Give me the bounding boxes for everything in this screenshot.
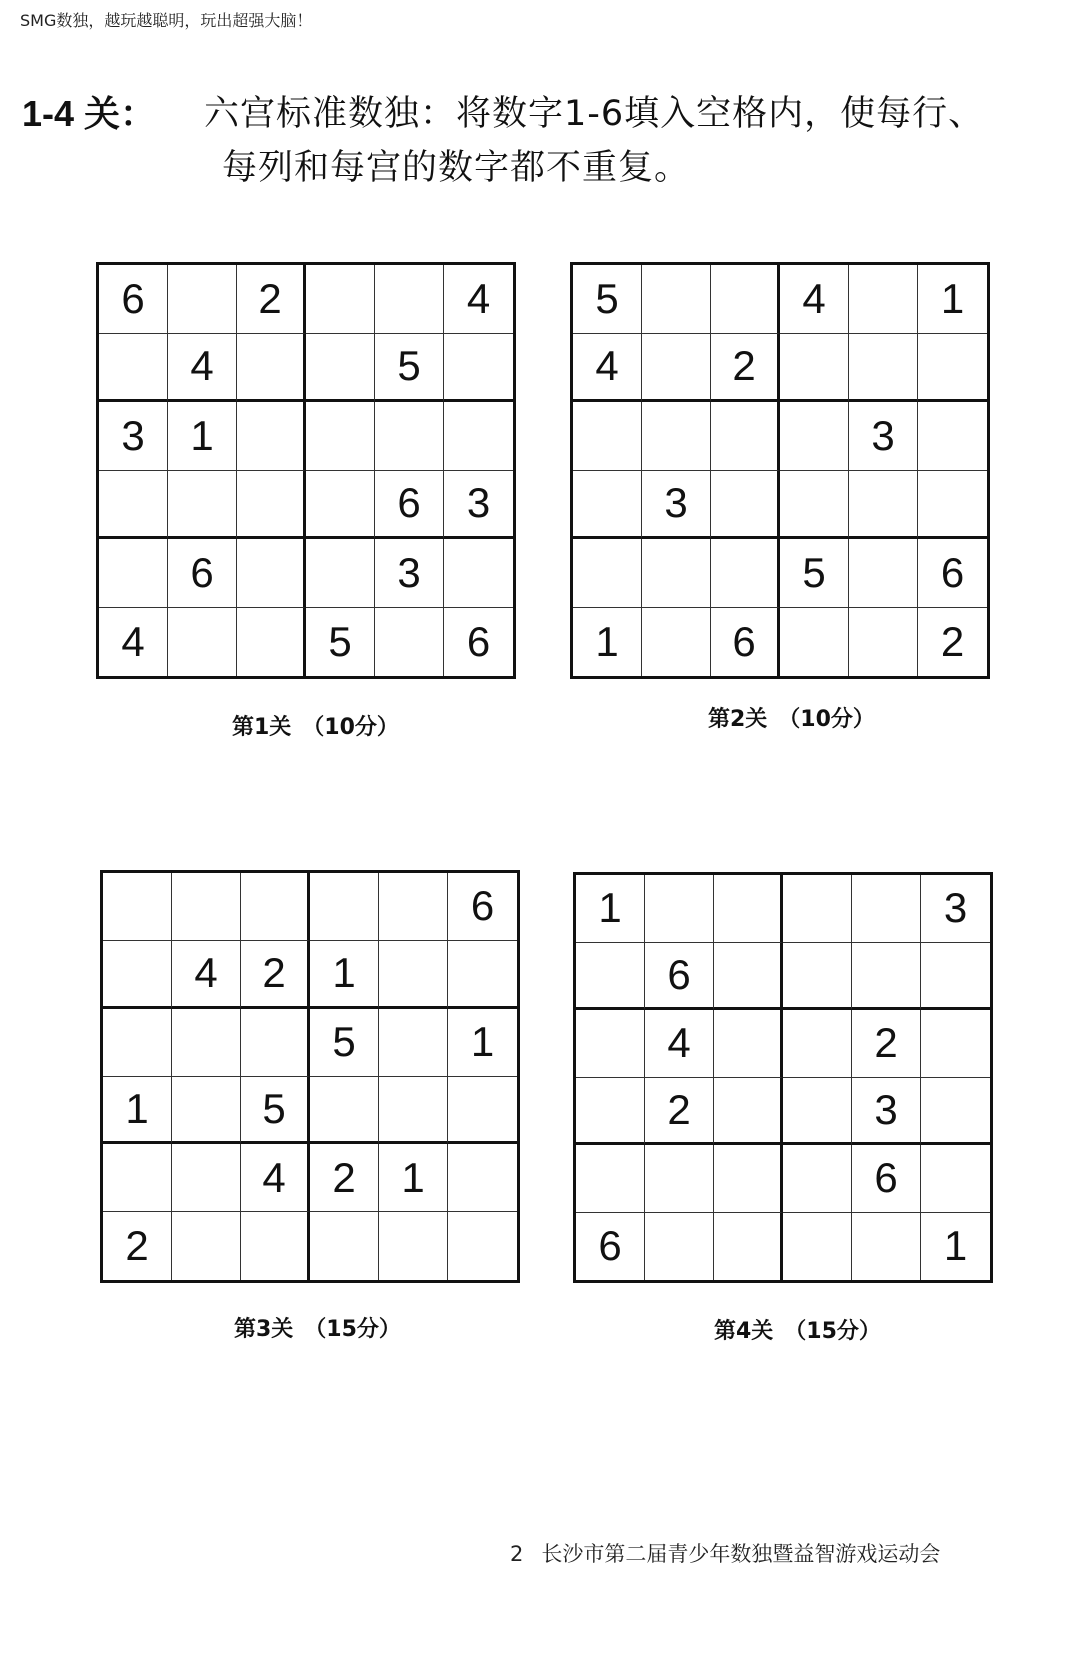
sudoku-cell: 2 bbox=[645, 1078, 714, 1146]
sudoku-cell[interactable] bbox=[172, 873, 241, 941]
sudoku-cell[interactable] bbox=[852, 875, 921, 943]
sudoku-cell[interactable] bbox=[783, 943, 852, 1011]
sudoku-cell[interactable] bbox=[172, 1077, 241, 1145]
sudoku-cell[interactable] bbox=[448, 1077, 517, 1145]
sudoku-cell[interactable] bbox=[444, 402, 513, 471]
sudoku-cell: 2 bbox=[711, 334, 780, 403]
sudoku-cell[interactable] bbox=[780, 471, 849, 540]
sudoku-cell[interactable] bbox=[237, 608, 306, 677]
sudoku-cell[interactable] bbox=[103, 1144, 172, 1212]
sudoku-cell: 2 bbox=[940, 617, 965, 665]
page-footer bbox=[510, 1538, 940, 1568]
sudoku-cell[interactable] bbox=[99, 334, 168, 403]
sudoku-cell: 6 bbox=[168, 539, 237, 608]
sudoku-cell[interactable] bbox=[172, 1144, 241, 1212]
sudoku-cell[interactable] bbox=[99, 539, 168, 608]
sudoku-cell[interactable] bbox=[168, 265, 237, 334]
sudoku-grid-4 bbox=[573, 872, 993, 1283]
sudoku-cell: 4 bbox=[168, 334, 237, 403]
sudoku-cell[interactable] bbox=[642, 608, 711, 677]
sudoku-cell: 5 bbox=[375, 334, 444, 403]
sudoku-cell[interactable] bbox=[921, 943, 990, 1011]
sudoku-cell[interactable] bbox=[375, 402, 444, 471]
sudoku-cell[interactable] bbox=[711, 471, 780, 540]
sudoku-cell[interactable] bbox=[237, 471, 306, 540]
sudoku-cell[interactable] bbox=[172, 1212, 241, 1280]
sudoku-cell[interactable] bbox=[375, 265, 444, 334]
sudoku-cell[interactable] bbox=[375, 608, 444, 677]
sudoku-cell: 4 bbox=[444, 265, 513, 334]
sudoku-cell[interactable] bbox=[576, 1145, 645, 1213]
sudoku-cell[interactable] bbox=[576, 943, 645, 1011]
sudoku-cell: 1 bbox=[103, 1077, 172, 1145]
sudoku-cell: 2 bbox=[237, 265, 306, 334]
instruction-line-1: 六宫标准数独：将数字1-6填入空格内，使每行、 bbox=[204, 94, 985, 134]
sudoku-cell[interactable] bbox=[241, 1212, 310, 1280]
sudoku-cell[interactable] bbox=[852, 1213, 921, 1281]
sudoku-cell: 1 bbox=[379, 1144, 448, 1212]
sudoku-cell: 1 bbox=[573, 608, 642, 677]
sudoku-cell: 6 bbox=[918, 539, 987, 608]
sudoku-cell[interactable] bbox=[714, 943, 783, 1011]
sudoku-cell: 1 bbox=[168, 402, 237, 471]
sudoku-cell: 6 bbox=[852, 1145, 921, 1213]
sudoku-cell: 4 bbox=[241, 1144, 310, 1212]
sudoku-grid-3 bbox=[100, 870, 520, 1283]
sudoku-cell[interactable] bbox=[921, 1078, 990, 1146]
sudoku-cell[interactable] bbox=[849, 471, 918, 540]
sudoku-cell: 6 bbox=[375, 471, 444, 540]
puzzle-4-caption: 第4关 （15分） bbox=[714, 1319, 881, 1344]
sudoku-cell: 6 bbox=[645, 943, 714, 1011]
sudoku-cell[interactable] bbox=[849, 265, 918, 334]
sudoku-cell[interactable] bbox=[576, 1010, 645, 1078]
sudoku-cell[interactable] bbox=[714, 1010, 783, 1078]
sudoku-cell: 5 bbox=[241, 1077, 310, 1145]
sudoku-cell: 6 bbox=[99, 265, 168, 334]
sudoku-cell[interactable] bbox=[448, 1144, 517, 1212]
sudoku-cell: 6 bbox=[576, 1213, 645, 1281]
sudoku-cell[interactable] bbox=[573, 402, 642, 471]
sudoku-cell[interactable] bbox=[237, 539, 306, 608]
sudoku-cell[interactable] bbox=[379, 1077, 448, 1145]
sudoku-cell[interactable] bbox=[645, 1213, 714, 1281]
sudoku-cell: 6 bbox=[711, 608, 780, 677]
sudoku-cell[interactable] bbox=[918, 402, 987, 471]
sudoku-cell: 4 bbox=[780, 265, 849, 334]
sudoku-cell[interactable] bbox=[642, 265, 711, 334]
sudoku-cell[interactable] bbox=[576, 1078, 645, 1146]
sudoku-cell: 1 bbox=[310, 941, 379, 1009]
sudoku-cell[interactable] bbox=[783, 1145, 852, 1213]
sudoku-cell[interactable] bbox=[379, 941, 448, 1009]
sudoku-cell[interactable] bbox=[783, 875, 852, 943]
sudoku-cell[interactable] bbox=[642, 539, 711, 608]
sudoku-cell[interactable] bbox=[444, 539, 513, 608]
event-name: 长沙市第二届青少年数独暨益智游戏运动会 bbox=[541, 1542, 941, 1566]
sudoku-cell[interactable] bbox=[921, 1010, 990, 1078]
sudoku-cell[interactable] bbox=[573, 471, 642, 540]
sudoku-cell[interactable] bbox=[711, 265, 780, 334]
sudoku-cell: 1 bbox=[943, 1222, 968, 1270]
sudoku-cell: 3 bbox=[852, 1078, 921, 1146]
sudoku-cell[interactable] bbox=[379, 1212, 448, 1280]
sudoku-cell[interactable] bbox=[306, 471, 375, 540]
sudoku-cell[interactable] bbox=[306, 334, 375, 403]
sudoku-cell[interactable] bbox=[714, 875, 783, 943]
sudoku-cell: 3 bbox=[444, 471, 513, 540]
sudoku-cell[interactable] bbox=[645, 1145, 714, 1213]
sudoku-grid-1 bbox=[96, 262, 516, 679]
sudoku-cell[interactable] bbox=[714, 1145, 783, 1213]
instruction-line-2: 每列和每宫的数字都不重复。 bbox=[222, 148, 691, 188]
sudoku-cell[interactable] bbox=[237, 402, 306, 471]
sudoku-cell[interactable] bbox=[918, 471, 987, 540]
sudoku-cell[interactable] bbox=[172, 1009, 241, 1077]
sudoku-cell[interactable] bbox=[714, 1213, 783, 1281]
sudoku-cell: 3 bbox=[99, 402, 168, 471]
sudoku-cell: 2 bbox=[103, 1212, 172, 1280]
sudoku-cell[interactable] bbox=[103, 1009, 172, 1077]
puzzle-3-caption: 第3关 （15分） bbox=[234, 1317, 401, 1342]
sudoku-grid-2 bbox=[570, 262, 990, 679]
sudoku-cell: 2 bbox=[310, 1144, 379, 1212]
sudoku-cell[interactable] bbox=[645, 875, 714, 943]
sudoku-cell[interactable] bbox=[448, 1212, 517, 1280]
sudoku-cell: 1 bbox=[576, 875, 645, 943]
sudoku-cell: 3 bbox=[849, 402, 918, 471]
sudoku-cell[interactable] bbox=[99, 471, 168, 540]
sudoku-cell: 3 bbox=[642, 471, 711, 540]
sudoku-cell: 6 bbox=[448, 873, 517, 941]
sudoku-cell: 3 bbox=[921, 875, 990, 943]
sudoku-cell[interactable] bbox=[780, 334, 849, 403]
sudoku-cell[interactable] bbox=[918, 334, 987, 403]
sudoku-cell: 5 bbox=[573, 265, 642, 334]
sudoku-cell[interactable] bbox=[306, 265, 375, 334]
sudoku-cell: 6 bbox=[466, 617, 491, 665]
sudoku-cell[interactable] bbox=[241, 1009, 310, 1077]
sudoku-cell[interactable] bbox=[783, 1010, 852, 1078]
sudoku-cell[interactable] bbox=[306, 402, 375, 471]
sudoku-cell[interactable] bbox=[849, 608, 918, 677]
sudoku-cell[interactable] bbox=[237, 334, 306, 403]
puzzle-1-caption: 第1关 （10分） bbox=[232, 715, 399, 740]
sudoku-cell[interactable] bbox=[921, 1145, 990, 1213]
sudoku-cell[interactable] bbox=[783, 1213, 852, 1281]
sudoku-cell[interactable] bbox=[711, 539, 780, 608]
sudoku-cell[interactable] bbox=[783, 1078, 852, 1146]
sudoku-cell[interactable] bbox=[849, 539, 918, 608]
sudoku-cell[interactable] bbox=[241, 873, 310, 941]
sudoku-cell: 2 bbox=[241, 941, 310, 1009]
sudoku-cell[interactable] bbox=[780, 608, 849, 677]
sudoku-cell: 5 bbox=[780, 539, 849, 608]
sudoku-cell[interactable] bbox=[306, 539, 375, 608]
sudoku-cell: 3 bbox=[375, 539, 444, 608]
sudoku-cell: 4 bbox=[573, 334, 642, 403]
sudoku-cell[interactable] bbox=[103, 941, 172, 1009]
sudoku-cell: 1 bbox=[918, 265, 987, 334]
sudoku-cell[interactable] bbox=[642, 334, 711, 403]
sudoku-cell[interactable] bbox=[310, 1077, 379, 1145]
level-range-label: 1-4 关： bbox=[22, 93, 157, 134]
sudoku-cell[interactable] bbox=[711, 402, 780, 471]
puzzle-2-caption: 第2关 （10分） bbox=[708, 707, 875, 732]
sudoku-cell[interactable] bbox=[379, 873, 448, 941]
sudoku-cell: 5 bbox=[310, 1009, 379, 1077]
sudoku-cell: 1 bbox=[448, 1009, 517, 1077]
sudoku-cell[interactable] bbox=[642, 402, 711, 471]
sudoku-cell: 4 bbox=[172, 941, 241, 1009]
sudoku-cell[interactable] bbox=[780, 402, 849, 471]
sudoku-cell[interactable] bbox=[379, 1009, 448, 1077]
sudoku-cell: 4 bbox=[645, 1010, 714, 1078]
sudoku-cell[interactable] bbox=[168, 608, 237, 677]
sudoku-cell[interactable] bbox=[448, 941, 517, 1009]
sudoku-cell: 4 bbox=[99, 608, 168, 677]
sudoku-cell[interactable] bbox=[310, 1212, 379, 1280]
sudoku-cell[interactable] bbox=[714, 1078, 783, 1146]
sudoku-cell[interactable] bbox=[103, 873, 172, 941]
sudoku-cell[interactable] bbox=[849, 334, 918, 403]
sudoku-cell: 2 bbox=[852, 1010, 921, 1078]
sudoku-cell[interactable] bbox=[573, 539, 642, 608]
sudoku-cell[interactable] bbox=[444, 334, 513, 403]
page-number: 2 bbox=[510, 1542, 524, 1566]
sudoku-cell[interactable] bbox=[168, 471, 237, 540]
sudoku-cell[interactable] bbox=[852, 943, 921, 1011]
sudoku-cell[interactable] bbox=[310, 873, 379, 941]
sudoku-cell: 5 bbox=[306, 608, 375, 677]
header-note: SMG数独，越玩越聪明，玩出超强大脑！ bbox=[20, 11, 313, 30]
